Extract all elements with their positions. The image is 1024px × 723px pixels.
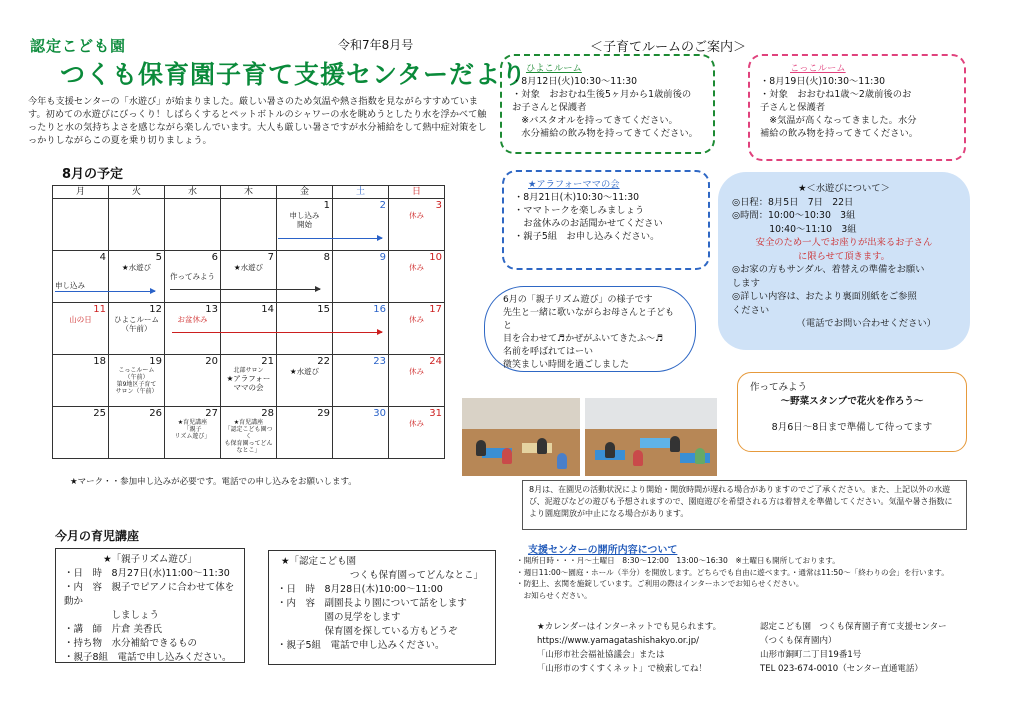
day-number: 7 bbox=[267, 252, 274, 263]
day-number: 1 bbox=[323, 200, 330, 211]
calendar-day bbox=[389, 355, 445, 407]
day-number: 3 bbox=[435, 200, 442, 211]
calendar-day bbox=[221, 199, 277, 251]
text-line: 水分補給の飲み物を持ってきてください。 bbox=[512, 128, 698, 139]
text-line: しましょう bbox=[64, 610, 160, 621]
calendar-day bbox=[53, 355, 109, 407]
text-line: 子さんと保護者 bbox=[760, 102, 826, 113]
calendar-day bbox=[389, 407, 445, 459]
text-line: お子さんと保護者 bbox=[512, 102, 587, 113]
hiyoko-lines bbox=[512, 75, 703, 140]
day-note-small: サロン（午前） bbox=[115, 388, 158, 395]
day-note: 休み bbox=[409, 419, 424, 428]
intro-text: 今年も支援センターの「水遊び」が始まりました。厳しい暑さのため気温や熱さ指数を見ながらすすめています。初めての水遊びにびっくり！しばらくするとペットボトルのシャワーの水を眺めうとしたり水を浮かべて触ったりと水の気持ちよさを感じながら楽しんでいます。大人も厳しい暑さですが水分補給をして熱中症対策をしっかりしながらこの夏を乗り切りましょう。 bbox=[28, 96, 487, 146]
text-line: ・対象 おおむね生後5ヶ月から1歳前後の bbox=[512, 89, 692, 100]
august-note: 8月は、在園児の活動状況により開始・開放時間が遅れる場合がありますのでご了承ください。また、上記以外の水遊び、泥遊びなどの遊びも予想されますので、園庭遊びを希望される方は着替えを準備してください。気温や暑さ指数により園庭開放が中止になる場合があります。 bbox=[522, 480, 967, 530]
calendar-day bbox=[389, 251, 445, 303]
day-number: 22 bbox=[317, 356, 330, 367]
weekday-header: 土 bbox=[333, 186, 389, 199]
craft-box bbox=[737, 372, 967, 452]
text-line: お知らせください。 bbox=[516, 590, 592, 600]
day-note: 山の日 bbox=[69, 315, 92, 324]
calendar-day bbox=[53, 251, 109, 303]
text-line: ・開所日時・・・月～土曜日 8:30～12:00 13:00～16:30 ※土曜日も開所しております。 bbox=[516, 556, 840, 565]
issue-date: 令和7年8月号 bbox=[338, 38, 414, 52]
kokko-room-box bbox=[748, 54, 966, 161]
kokko-lines bbox=[760, 75, 954, 140]
nursery-course-box bbox=[268, 550, 496, 665]
day-number: 20 bbox=[205, 356, 218, 367]
day-note-small: も保育園ってどん bbox=[224, 440, 273, 447]
day-number: 8 bbox=[323, 252, 330, 263]
day-number: 19 bbox=[149, 356, 162, 367]
text-line: 「山形市社会福祉協議会」または bbox=[537, 650, 665, 660]
day-number: 31 bbox=[429, 408, 442, 419]
rhythm-lines bbox=[503, 294, 677, 372]
kokko-title: こっこルーム bbox=[790, 63, 846, 74]
nursery-course-head2: つくも保育園ってどんなとこ」 bbox=[349, 570, 483, 581]
day-note: 休み bbox=[409, 211, 424, 220]
water-red-lines bbox=[732, 236, 956, 263]
day-note: ★水遊び bbox=[289, 367, 320, 376]
text-line: ・親子5組 電話で申し込みください。 bbox=[277, 640, 445, 651]
courses-title: 今月の育児講座 bbox=[55, 529, 140, 543]
day-note bbox=[167, 263, 218, 272]
text-line: 10:40～11:10 3組 bbox=[732, 223, 857, 235]
calendar-day bbox=[165, 251, 221, 303]
weekday-header: 日 bbox=[389, 186, 445, 199]
day-number: 10 bbox=[429, 252, 442, 263]
calendar-day bbox=[109, 251, 165, 303]
calendar-day bbox=[53, 199, 109, 251]
text-line: ください bbox=[732, 304, 770, 316]
text-line: 保育園を探している方もどうぞ bbox=[277, 626, 458, 637]
craft-text: 8月6日～8日まで準備して待ってます bbox=[771, 422, 933, 433]
rhythm-course-box bbox=[55, 548, 245, 663]
day-number: 6 bbox=[211, 252, 218, 263]
text-line: ・週日11:00～園庭・ホール（半分）を開放します。どちらでも自由に遊べます。・通常は11:50～「終わりの会」を行います。 bbox=[516, 567, 949, 577]
calendar-day bbox=[333, 407, 389, 459]
calendar-day bbox=[109, 303, 165, 355]
day-note: ひよこルーム bbox=[114, 315, 159, 324]
day-note bbox=[55, 272, 106, 281]
day-note: 休み bbox=[409, 263, 424, 272]
text-line: ・内 容 副園長より園について話をします bbox=[277, 598, 467, 609]
text-line: ◎日程：8月5日 7日 22日 bbox=[732, 196, 854, 208]
day-note-small: 「認定こども園つく bbox=[224, 426, 273, 440]
day-number: 24 bbox=[429, 356, 442, 367]
text-line: ・日 時 8月27日(水)11:00～11:30 bbox=[64, 568, 230, 579]
water-lines bbox=[732, 196, 956, 237]
day-note: ★水遊び bbox=[233, 263, 264, 272]
calendar-day bbox=[277, 303, 333, 355]
water-phone: （電話でお問い合わせください） bbox=[796, 318, 936, 329]
text-line: 「山形市のすくすくネット」で検索してね！ bbox=[537, 664, 708, 674]
day-number: 27 bbox=[205, 408, 218, 419]
text-line: ・内 容 親子でピアノに合わせて体を動か bbox=[64, 582, 235, 607]
text-line: ・持ち物 水分補給できるもの bbox=[64, 638, 198, 649]
day-number: 29 bbox=[317, 408, 330, 419]
text-line: ・ママトークを楽しみましょう bbox=[514, 205, 645, 216]
calendar-day bbox=[277, 199, 333, 251]
text-line: ・8月12日(火)10:30～11:30 bbox=[512, 76, 638, 87]
arrow-week3-red bbox=[172, 332, 382, 333]
text-line: 安全のため一人でお座りが出来るお子さん bbox=[755, 237, 933, 248]
calendar-day bbox=[109, 407, 165, 459]
day-number: 25 bbox=[93, 408, 106, 419]
around40-box bbox=[502, 170, 710, 270]
day-note: 申し込み bbox=[289, 211, 320, 220]
calendar-day bbox=[221, 251, 277, 303]
craft-subtitle: ～野菜スタンプで花火を作ろう～ bbox=[780, 396, 924, 407]
calendar-day bbox=[389, 199, 445, 251]
day-number: 21 bbox=[261, 356, 274, 367]
day-number: 26 bbox=[149, 408, 162, 419]
photo-rhythm-1 bbox=[462, 398, 580, 476]
text-line: 6月の「親子リズム遊び」の様子です bbox=[503, 295, 653, 305]
day-number: 11 bbox=[93, 304, 106, 315]
day-number: 2 bbox=[379, 200, 386, 211]
text-line: TEL 023-674-0010（センター直通電話） bbox=[760, 664, 923, 674]
text-line: ※気温が高くなってきました。水分 bbox=[760, 115, 917, 126]
day-number: 17 bbox=[429, 304, 442, 315]
day-number: 23 bbox=[373, 356, 386, 367]
text-line: ◎お家の方もサンダル、着替えの準備をお願い bbox=[732, 264, 925, 275]
day-note-small: ★育児講座 bbox=[233, 419, 264, 426]
calendar-day bbox=[221, 303, 277, 355]
rhythm-cloud bbox=[484, 286, 696, 372]
text-line: 名前を呼ばれてはーい bbox=[503, 347, 594, 357]
rooms-title: ＜子育てルームのご案内＞ bbox=[590, 40, 747, 55]
text-line: https://www.yamagatashishakyo.or.jp/ bbox=[537, 636, 699, 646]
text-line: 目を合わせて♬かぜがふいてきたふ～♬ bbox=[503, 334, 664, 344]
day-note-small: リズム遊び」 bbox=[174, 433, 211, 440]
calendar-day bbox=[165, 303, 221, 355]
weekday-header: 水 bbox=[165, 186, 221, 199]
text-line: 微笑ましい時間を過ごしました bbox=[503, 360, 630, 370]
day-note-small: こっこルーム bbox=[118, 367, 155, 374]
day-note-small: ★育児講座 bbox=[177, 419, 208, 426]
text-line: 認定こども園 つくも保育園子育て支援センター bbox=[760, 622, 947, 632]
calendar-info bbox=[537, 620, 757, 676]
text-line: ・防犯上、玄関を施錠しています。ご利用の際はインターホンでお知らせください。 bbox=[516, 579, 804, 588]
text-line: ※バスタオルを持ってきてください。 bbox=[512, 115, 678, 126]
text-line: ・8月19日(火)10:30～11:30 bbox=[760, 76, 886, 87]
hiyoko-title: ひよこルーム bbox=[526, 63, 582, 74]
day-note: 作ってみよう bbox=[170, 272, 215, 281]
weekday-header: 月 bbox=[53, 186, 109, 199]
rhythm-course-head: ★「親子リズム遊び」 bbox=[103, 554, 197, 565]
day-note: ★水遊び bbox=[121, 263, 152, 272]
text-line: に限らせて頂きます。 bbox=[798, 250, 890, 262]
day-note: （午前） bbox=[121, 324, 152, 333]
day-note: 開始 bbox=[297, 220, 312, 229]
day-note-small: （午前） bbox=[124, 374, 149, 381]
day-note: 申し込み bbox=[55, 281, 85, 290]
organization-info bbox=[760, 620, 970, 676]
day-number: 15 bbox=[317, 304, 330, 315]
calendar-day bbox=[165, 355, 221, 407]
center-lines bbox=[516, 555, 971, 601]
text-line: （つくも保育園内） bbox=[760, 636, 837, 646]
day-note: 休み bbox=[409, 315, 424, 324]
day-number: 5 bbox=[155, 252, 162, 263]
day-number: 14 bbox=[261, 304, 274, 315]
calendar-day bbox=[277, 251, 333, 303]
hiyoko-room-box bbox=[500, 54, 715, 154]
day-note-small: なとこ」 bbox=[236, 447, 261, 454]
nursery-course-head: ★「認定こども園 bbox=[281, 556, 357, 567]
text-line: ・8月21日(木)10:30～11:30 bbox=[514, 192, 640, 203]
day-note bbox=[55, 263, 106, 272]
day-note: ママの会 bbox=[233, 383, 264, 392]
day-number: 9 bbox=[379, 252, 386, 263]
photo-rhythm-2 bbox=[585, 398, 717, 476]
arrow-week2-black bbox=[170, 289, 320, 290]
weekday-header: 木 bbox=[221, 186, 277, 199]
center-body bbox=[516, 555, 971, 601]
text-line: ・対象 おおむね1歳～2歳前後のお bbox=[760, 89, 912, 100]
water-lines2 bbox=[732, 263, 956, 317]
calendar-table bbox=[52, 185, 445, 459]
star-note: ★マーク・・参加申し込みが必要です。電話での申し込みをお願いします。 bbox=[70, 477, 357, 487]
header-small-title: 認定こども園 bbox=[30, 37, 127, 55]
calendar-day bbox=[221, 355, 277, 407]
day-note-small: 第9地区子育て bbox=[116, 381, 157, 388]
text-line: ・親子5組 お申し込みください。 bbox=[514, 231, 660, 242]
day-number: 30 bbox=[373, 408, 386, 419]
around40-title: ★アラフォーママの会 bbox=[528, 179, 620, 190]
calendar-day bbox=[333, 199, 389, 251]
day-note-small: 「親子 bbox=[183, 426, 202, 433]
weekday-header: 火 bbox=[109, 186, 165, 199]
text-line: します bbox=[732, 277, 760, 289]
calendar-day bbox=[53, 407, 109, 459]
calendar-info-lines bbox=[537, 620, 757, 676]
day-number: 28 bbox=[261, 408, 274, 419]
text-line: 補給の飲み物を持ってきてください。 bbox=[760, 128, 919, 139]
arrow-week1 bbox=[278, 238, 382, 239]
calendar-day bbox=[109, 199, 165, 251]
text-line: ★カレンダーはインターネットでも見られます。 bbox=[537, 622, 722, 632]
header-big-title: つくも保育園子育て支援センターだより bbox=[60, 60, 528, 89]
day-note: 休み bbox=[409, 367, 424, 376]
around40-lines bbox=[514, 191, 698, 243]
text-line: 園の見学をします bbox=[277, 612, 401, 623]
day-number: 16 bbox=[373, 304, 386, 315]
text-line: ・講 師 片倉 美香氏 bbox=[64, 624, 163, 635]
text-line: ◎時間：10:00～10:30 3組 bbox=[732, 210, 856, 221]
day-number: 13 bbox=[205, 304, 218, 315]
text-line: ◎詳しい内容は、おたより裏面別紙をご参照 bbox=[732, 291, 917, 302]
water-title: ★＜水遊びについて＞ bbox=[798, 183, 890, 194]
day-note: ★アラフォー bbox=[226, 374, 271, 383]
calendar-day bbox=[389, 303, 445, 355]
day-number: 18 bbox=[93, 356, 106, 367]
text-line: お盆休みのお話聞かせてください bbox=[514, 218, 663, 229]
calendar-day bbox=[53, 303, 109, 355]
calendar-day bbox=[165, 407, 221, 459]
rhythm-course-lines bbox=[64, 567, 236, 665]
org-lines bbox=[760, 620, 970, 676]
day-note: お盆休み bbox=[177, 315, 208, 324]
day-number: 12 bbox=[149, 304, 162, 315]
weekday-header: 金 bbox=[277, 186, 333, 199]
calendar-day bbox=[333, 251, 389, 303]
center-title: 支援センターの開所内容について bbox=[528, 545, 678, 556]
water-play-box bbox=[718, 172, 970, 350]
text-line: 山形市銅町二丁目19番1号 bbox=[760, 650, 862, 660]
text-line: 先生と一緒に歌いながらお母さんと子どもと bbox=[503, 308, 675, 331]
schedule-title: 8月の予定 bbox=[62, 167, 124, 182]
calendar-day bbox=[277, 355, 333, 407]
craft-title: 作ってみよう bbox=[750, 382, 808, 393]
calendar-day bbox=[221, 407, 277, 459]
day-note-small: 北部サロン bbox=[233, 367, 264, 374]
nursery-course-lines bbox=[277, 583, 487, 653]
calendar-day bbox=[333, 355, 389, 407]
text-line: ・日 時 8月28日(木)10:00～11:00 bbox=[277, 584, 443, 595]
calendar-day bbox=[109, 355, 165, 407]
calendar-day bbox=[277, 407, 333, 459]
calendar-day bbox=[165, 199, 221, 251]
arrow-week2-blue bbox=[55, 291, 155, 292]
text-line: ・親子8組 電話で申し込みください。 bbox=[64, 652, 232, 663]
day-number: 4 bbox=[99, 252, 106, 263]
